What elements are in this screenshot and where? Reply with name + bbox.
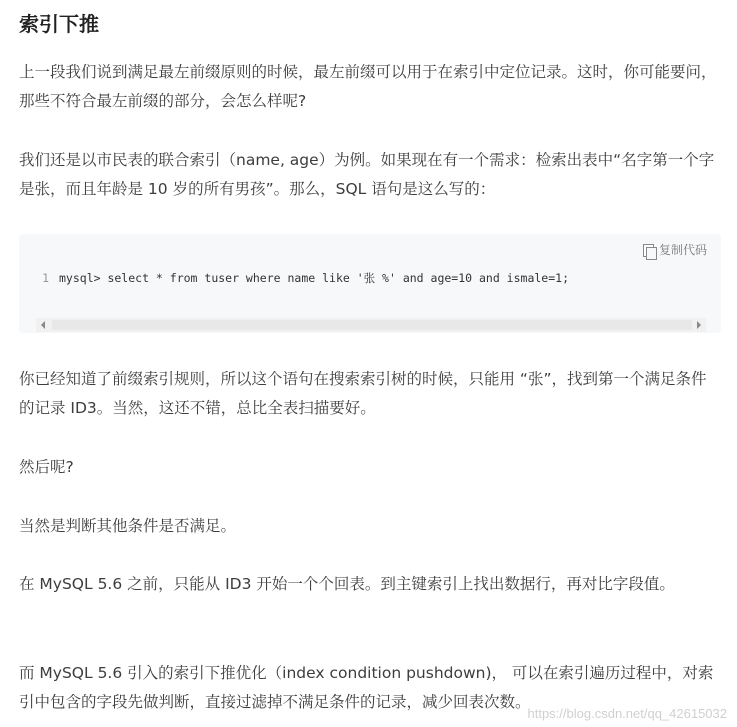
paragraph-then: 然后呢? <box>19 458 74 476</box>
paragraph-intro: 上一段我们说到满足最左前缀原则的时候，最左前缀可以用于在索引中定位记录。这时，你可能要问，那些不符合最左前缀的部分，会怎么样呢? <box>19 63 717 110</box>
paragraph-icp: 而 MySQL 5.6 引入的索引下推优化（index condition pushdown)， 可以在索引遍历过程中，对索引中包含的字段先做判断，直接过滤掉不满足条件的记录，减少回表次数。 <box>19 664 714 711</box>
code-text: mysql> select * from tuser where name like '张 %' and age=10 and ismale=1; <box>59 271 569 285</box>
section-heading: 索引下推 <box>19 12 99 36</box>
paragraph-judge: 当然是判断其他条件是否满足。 <box>19 517 237 535</box>
watermark: https://blog.csdn.net/qq_42615032 <box>527 706 727 721</box>
scroll-right-arrow-icon[interactable] <box>697 321 701 329</box>
scrollbar-thumb[interactable] <box>52 320 692 330</box>
horizontal-scrollbar[interactable] <box>36 318 706 332</box>
line-number: 1 <box>42 271 49 285</box>
paragraph-prefix-rule: 你已经知道了前缀索引规则，所以这个语句在搜索索引树的时候，只能用 “张”，找到第一个满足条件的记录 ID3。当然，这还不错，总比全表扫描要好。 <box>19 370 707 417</box>
paragraph-before-56: 在 MySQL 5.6 之前，只能从 ID3 开始一个个回表。到主键索引上找出数据行，再对比字段值。 <box>19 575 675 593</box>
copy-code-label: 复制代码 <box>658 243 707 257</box>
scroll-left-arrow-icon[interactable] <box>41 321 45 329</box>
paragraph-example: 我们还是以市民表的联合索引（name, age）为例。如果现在有一个需求：检索出表中“名字第一个字是张，而且年龄是 10 岁的所有男孩”。那么，SQL 语句是这么写的： <box>19 151 715 198</box>
copy-icon <box>643 244 654 257</box>
code-block <box>19 234 721 333</box>
code-line <box>19 268 569 288</box>
copy-code-button[interactable] <box>643 241 707 259</box>
